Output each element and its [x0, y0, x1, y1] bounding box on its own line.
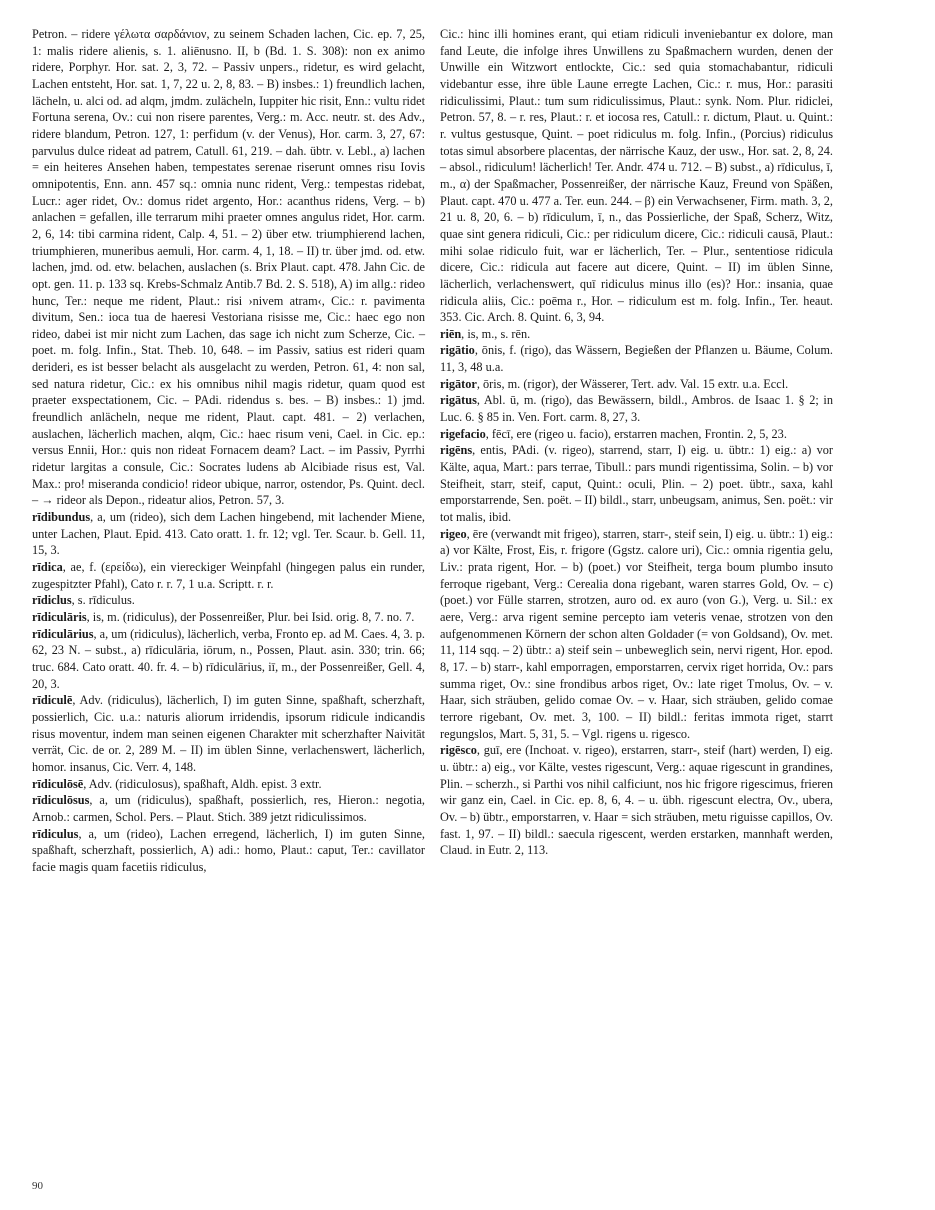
entry-rigens: rigēns, entis, PAdi. (v. rigeo), starrend, starr, I) eig. u. übtr.: 1) eig.: a) vor Kälte, aqua, Mart.: pars terrae, Tibull.: pars mundi rigentissima, Solin. – b) vor Steifheit, starr, steif, caput, Quint.: oculi, Plin. – 2) poet. übtr., saxa, kahl emporstarrende, Sen. poët. – II) bildl., starr, unbeugsam, animus, Sen. poët.: vir tot malis, ibid.: [440, 443, 833, 525]
entry-ridiculus: rīdiculus, a, um (rideo), Lachen erregend, lächerlich, I) im guten Sinne, spaßhaft, scherzhaft, possierlich, A) adi.: homo, Plaut.: caput, Ter.: cavillator facie magis quam facetiis ridiculus,: [32, 826, 425, 874]
headword: rīdiculōsus: [32, 793, 90, 808]
headword: rīdiclus: [32, 593, 72, 608]
entry-ridicularis: rīdiculāris, is, m. (ridiculus), der Possenreißer, Plur. bei Isid. orig. 8, 7. no. 7.: [32, 609, 415, 624]
entry-rigatio: rigātio, ōnis, f. (rigo), das Wässern, Begießen der Pflanzen u. Bäume, Colum. 11, 3, 48 u.a.: [440, 343, 833, 375]
entry-paragraph: Petron. – ridere γέλωτα σαρδάνιον, zu seinem Schaden lachen, Cic. ep. 7, 25, 1: malis ridere alienis, s. 1. aliēnusno. II, b (Bd. 1. S. 308): non ex animo ridere, Porphyr. Hor. sat. 2, 3, 72. – Passiv unpers., ridetur, es wird gelacht, Lachen entsteht, Hor. sat. 1, 7, 22 u. 2, 8, 83. – B) insbes.: 1) freundlich lachen, lächeln, u. alci od. ad alqm, jmdm. zulächeln, Iuppiter hic risit, Enn.: vultu ridet Fortuna serena, Ov.: cui non risere parentes, Verg.: m. Acc. neutr. st. des Adv., ridere blandum, Petron. 127, 1: perfidum (v. der Venus), Hor. carm. 3, 27, 67: parvulus dulce rideat ad patrem, Catull. 61, 219. – dah. übtr. v. Lebl., a) lachen = ein heiteres Ansehen haben, tempestates serenae riserunt omnes risu Iovis omnipotentis, Enn. ann. 457 sq.: omnia nunc rident, Verg.: tempestas ridebat, Lucr.: ager ridet, Ov.: domus ridet argento, Hor.: acanthus ridens, Verg. – b) anlachen = gefallen, ille terrarum mihi praeter omnes angulus ridet, Hor. carm. 2, 6, 14: tibi carmina rident, Calp. 4, 51. – 2) über etw. triumphierend lachen, triumphieren, muneribus aemuli, Hor. carm. 4, 1, 18. – II) tr. über jmd. od. etw. lachen, jmd. od. etw. belachen, auslachen (s. Brix Plaut. capt. 478. Jahn Cic. de opt. gen. 11. p. 133 sq. Krebs-Schmalz Antib.7 Bd. 2. S. 518), A) im allg.: rideo hunc, Ter.: neque me rident, Plaut.: risi ›nivem atram‹, Cic.: r. pavimenta divitum, Sen.: ioca tua de haeresi Vestoriana risisse me, Cic.: haec ego non rideo, dabei ist mir nicht zum Lachen, das sage ich nicht zum Scherze, Cic. – poet. m. folg. Infin., Stat. Theb. 10, 648. – im Passiv, satius est rideri quam derideri, es ist besser belacht als ausgelacht zu werden, Petron. 61, 4: non sal, sed natura ridetur, Cic.: ex his omnibus nihil magis ridetur, quam quod est praeter exspectationem, Cic. – PAdi. ridendus s. bes. – B) insbes.: 1) jmd. freundlich anlächeln, neque me rident, Plaut. capt. 481. – 2) verlachen, auslachen, lächerlich machen, alqm, Cic.: haec risum veni, Cael. in Cic. ep.: versus Ennii, Hor.: quis non rideat Fornacem deam? Lact. – im Passiv, Pyrrhi ridetur largitas a consule, Cic.: Socrates ludens ab Alcibiade risus est, Val. Max.: pro! miseranda condicio! rideor ubique, narror, ostendor, Ps. Quint. decl. – → rideor als Depon., rideatur alios, Petron. 57, 3.: [32, 27, 425, 508]
headword: rīdiculē: [32, 693, 73, 708]
entry-rigeo: rigeo, ēre (verwandt mit frigeo), starren, starr-, steif sein, I) eig. u. übtr.: 1) eig.: a) vor Kälte, Frost, Eis, r. frigore (Ggstz. calore uri), Cic.: omnia rigentia gelu, Liv.: prata rigent, Hor. – b) (poet.) vor Steifheit, terga boum plumbo insuto ferroque rigebant, Verg.: Cerealia dona rigebant, waren starres Gold, Ov. – c) (poet.) vor Fülle starren, strotzen, auro od. ex auro (von G.), Verg. u. Sil.: ex aere, Verg.: arva rigent semine percepto iam veteris venae, strotzen von den aufgenommenen Körnern der schon alten Goldader (= von Goldsand), Ov. met. 11, 114 sqq. – 2) übtr.: a) steif sein – unbeweglich sein, nervi rigent, Hor. epod. 8, 17. – b) starr-, kahl emporragen, emporstarren, cervix riget horrida, Ov.: pars summa riget, Ov.: sine frondibus arbos riget, Ov.: late riget Tmolus, Ov. – v. Haar, sich sträuben, gelido comae Ov. – v. Haar, sich sträuben, gelido comae terrore rigebant, Ov. met. 3, 100. – II) bildl.: feritas immota riget, starrt regungslos, Mart. 5, 31, 5. – Vgl. rigens u. rigesco.: [440, 526, 833, 741]
headword: rīdiculārius: [32, 626, 94, 641]
headword: rigātor: [440, 376, 477, 391]
entry-rigator: rigātor, ōris, m. (rigor), der Wässerer, Tert. adv. Val. 15 extr. u.a. Eccl.: [440, 376, 789, 391]
entry-ridiculose: rīdiculōsē, Adv. (ridiculosus), spaßhaft, Aldh. epist. 3 extr.: [32, 776, 322, 791]
entry-rigatus: rigātus, Abl. ū, m. (rigo), das Bewässern, bildl., Ambros. de Isaac 1. § 2; in Luc. 6. § 85 in. Ven. Fort. carm. 8, 27, 3.: [440, 393, 833, 425]
headword: rigātio: [440, 343, 475, 358]
headword: rigeo: [440, 526, 467, 541]
right-column: [440, 26, 833, 859]
headword: rigēsco: [440, 743, 477, 758]
entry-ridiclus: rīdiclus, s. rīdiculus.: [32, 593, 135, 608]
headword: rīdica: [32, 560, 63, 574]
headword: rīdiculōsē: [32, 776, 84, 791]
entry-ridicule: rīdiculē, Adv. (ridiculus), lächerlich, I) im guten Sinne, spaßhaft, scherzhaft, possierlich, Cic. u.a.: naturis aliorum irridendis, ipsorum ridicule indicandis risus moventur, indem man seinen eigenen Charakter mit scherzhafter Naivität verrät, Cic. de or. 2, 289 M. – II) im üblen Sinne, verlachenswert, lächerlich, homor. insanus, Cic. Verr. 4, 148.: [32, 693, 425, 774]
headword: rīdiculāris: [32, 609, 87, 624]
entry-ridica: rīdica, ae, f. (ερείδω), ein viereckiger Weinpfahl (hingegen palus ein runder, zugespitzter Pfahl), Cato r. r. 7, 1 u.a. Scriptt. r. r.: [32, 560, 425, 591]
entry-rigefacio: rigefacio, fēcī, ere (rigeo u. facio), erstarren machen, Frontin. 2, 5, 23.: [440, 426, 787, 441]
entry-paragraph: Cic.: hinc illi homines erant, qui etiam ridiculi inveniebantur ex dolore, man fand Leute, die infolge ihres Unwillens zu Spaßmachern wurden, denen der Unwille ein Witzwort entlockte, Cic.: sed quia stomachabantur, ridiculi videbantur esse, ihre üble Laune erregte Lachen, Cic.: r. mus, Hor.: parasiti ridiculissimi, Plaut.: tum sum ridiculissimus, Plaut.: synk. Nom. Plur. ridiclei, Petron. 57, 8. – r. res, Plaut.: r. et iocosa res, Catull.: r. dictum, Plaut. u. Quint.: r. vultus gestusque, Quint. – poet ridiculus m. folg. Infin., (Porcius) ridiculus totas simul absorbere placentas, der närrische Kauz, der usw., Hor. sat. 2, 8, 24. – absol., ridiculum! lächerlich! Ter. Andr. 474 u. 712. – B) subst., a) rīdiculus, ī, m., α) der Spaßmacher, Possenreißer, der närrische Kauz, Freund von Späßen, Plaut. capt. 470 u. 477 a. Ter. eun. 244. – β) ein Verwachsener, Firm. math. 3, 2, 21 u. 8, 20, 6. – b) rīdiculum, ī, n., das Possierliche, der Spaß, Scherz, Witz, quae sint genera ridiculi, Cic.: per ridiculum dicere, Cic.: ridiculi causā, Plaut.: mihi solae ridiculo fuit, war er lächerlich, Ter. – Plur., sententiose ridicula dicere, Cic.: ridicula aut facere aut dicere, Quint. – II) im üblen Sinne, lächerlich, verlachenswert, quī ridiculus minus illo (es)? Hor.: insania, quae ridicula aliis, Cic.: poēma r., Hor. – ridiculum est m. folg. Infin., Ter. heaut. 353. Cic. Arch. 8. Quint. 6, 3, 94.: [440, 27, 833, 325]
headword: rigēns: [440, 443, 473, 458]
headword: rigefacio: [440, 426, 486, 441]
entry-rigesco: rigēsco, guī, ere (Inchoat. v. rigeo), erstarren, starr-, steif (hart) werden, I) eig. u. übtr.: a) eig., vor Kälte, vestes rigescunt, Verg.: aquae rigescunt in grandines, Plin. – scherzh., si Parthi vos nihil calficiunt, nos hic frigore rigescimus, frieren wir ganz ein, Cael. in Cic. ep. 8, 6, 4. – u. übh. rigescunt electra, Ov., ubera, Ov. – b) übtr., emporstarren, v. Haar = sich sträuben, metu riguisse capillos, Ov. fast. 1, 97. – II) bildl.: saecula rigescent, werden erstarken, mannhaft werden, Claud. in Eutr. 2, 113.: [440, 743, 833, 858]
entry-ridicularius: rīdiculārius, a, um (ridiculus), lächerlich, verba, Fronto ep. ad M. Caes. 4, 3. p. 62, 23 N. – subst., a) rīdiculāria, iōrum, n., Possen, Plaut. asin. 330; trin. 66; truc. 684. Cato oratt. 40. fr. 4. – b) rīdiculārius, iī, m., der Possenreißer, Gell. 4, 20, 3.: [32, 626, 425, 691]
entry-ridibundus: rīdibundus, a, um (rideo), sich dem Lachen hingebend, mit lachender Miene, unter Lachen, Plaut. Epid. 413. Cato oratt. 1. fr. 12; vgl. Ter. Scaur. b. Gell. 11, 15, 3.: [32, 510, 425, 558]
headword: rīdibundus: [32, 510, 91, 525]
headword: rigātus: [440, 393, 477, 408]
left-column: [32, 26, 425, 875]
entry-rien: riēn, is, m., s. rēn.: [440, 326, 531, 341]
headword: rīdiculus: [32, 826, 79, 841]
entry-ridiculosus: rīdiculōsus, a, um (ridiculus), spaßhaft, possierlich, res, Hieron.: negotia, Arnob.: carmen, Schol. Pers. – Plaut. Stich. 389 jetzt ridiculissimos.: [32, 793, 425, 824]
headword: riēn: [440, 326, 462, 341]
page-number: 90: [32, 1180, 43, 1192]
